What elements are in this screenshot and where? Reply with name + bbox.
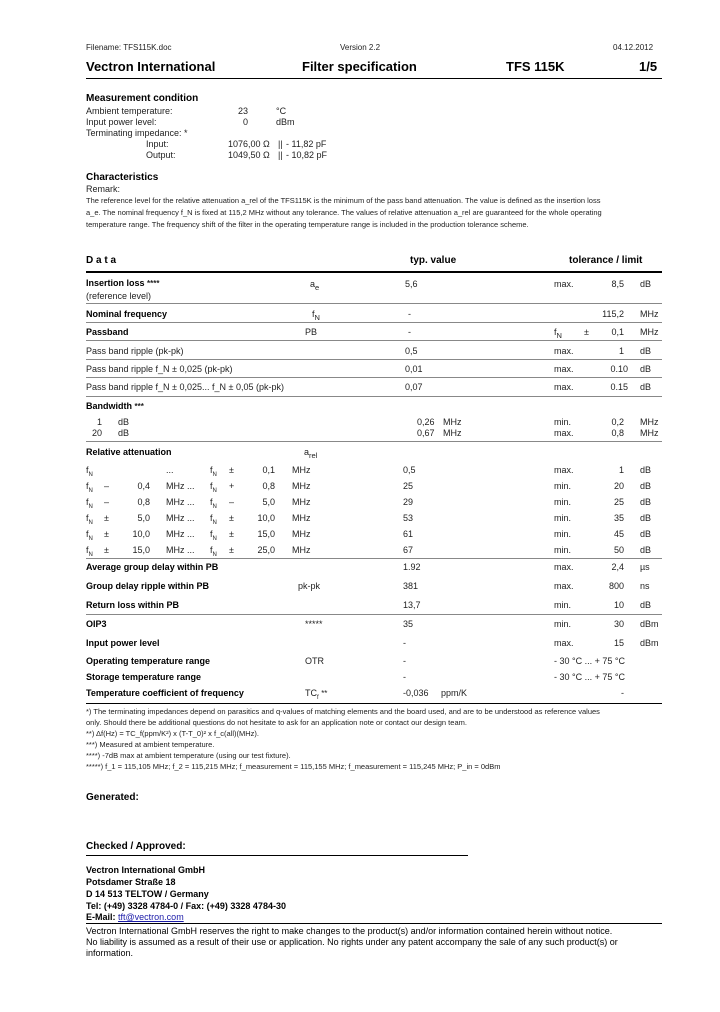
- bandwidth-label: Bandwidth ***: [86, 401, 144, 411]
- version: Version 2.2: [340, 43, 381, 52]
- bw-typ-0: 0,26: [417, 417, 435, 427]
- misc-label: Input power level: [86, 638, 160, 648]
- relatt-u1: MHz ...: [166, 481, 195, 491]
- meas-label-0: Ambient temperature:: [86, 106, 173, 116]
- col-data-header: D a t a: [86, 255, 117, 266]
- bw-lim-1: max.: [554, 428, 574, 438]
- ripple-val-1: 0.10: [610, 364, 628, 374]
- imp-input-cap: - 11,82 pF: [286, 139, 327, 149]
- bw-val-1: 0,8: [611, 428, 624, 438]
- header-rule: [86, 78, 662, 79]
- remark-line-0: The reference level for the relative attenuation a_rel of the TFS115K is the minimum of the pass band attenuation. The value is defined as the insertion loss: [86, 196, 601, 205]
- meas-unit-0: °C: [276, 106, 287, 116]
- ripple-unit-1: dB: [640, 364, 652, 374]
- misc-typ: -: [403, 656, 406, 666]
- imp-input-sep: ||: [278, 139, 283, 149]
- rule: [86, 558, 662, 559]
- footnote-1: only. Should there be additional questions do not hesitate to ask for an application note or contact our design team.: [86, 718, 467, 727]
- imp-output-value: 1049,50 Ω: [228, 150, 270, 160]
- relatt-a: 10,0: [132, 529, 150, 539]
- misc-lim: min.: [554, 619, 572, 629]
- relatt-unit: dB: [640, 481, 652, 491]
- relatt-f2: $f_N$: [210, 513, 217, 526]
- insertion-symbol: $a_e$: [310, 279, 320, 292]
- misc-lim: max.: [554, 581, 574, 591]
- misc-label: Group delay ripple within PB: [86, 581, 210, 591]
- company-name: Vectron International: [86, 59, 216, 74]
- relatt-f2: $f_N$: [210, 529, 217, 542]
- relatt-b: 0,1: [262, 465, 275, 475]
- passband-pm: ±: [584, 327, 589, 337]
- table-bottom-rule: [86, 703, 662, 704]
- relatt-u2: MHz: [292, 545, 311, 555]
- relatt-unit: dB: [640, 513, 652, 523]
- relatt-typ: 67: [403, 545, 414, 555]
- misc-typ: -: [403, 638, 406, 648]
- misc-lim: min.: [554, 600, 572, 610]
- relatt-u2: MHz: [292, 465, 311, 475]
- passband-label: Passband: [86, 327, 129, 337]
- nominal-typ: -: [408, 309, 411, 319]
- relatt-a: 0,4: [137, 481, 150, 491]
- misc-unit: dB: [640, 600, 652, 610]
- remark-label: Remark:: [86, 184, 121, 194]
- remark-line-2: temperature range. The frequency shift of the filter in the operating temperature range is included in the production tolerance scheme.: [86, 220, 529, 229]
- relatt-u2: MHz: [292, 513, 311, 523]
- ripple-lim-2: max.: [554, 382, 574, 392]
- misc-lim: - 30 °C ... + 75 °C: [554, 672, 625, 682]
- misc-val: -: [621, 688, 624, 698]
- relatt-u1: MHz ...: [166, 545, 195, 555]
- rule: [86, 303, 662, 304]
- misc-val: 800: [608, 581, 624, 591]
- characteristics-title: Characteristics: [86, 172, 159, 183]
- relatt-val: 50: [613, 545, 624, 555]
- rule: [86, 441, 662, 442]
- address-line-0: Vectron International GmbH: [86, 865, 206, 875]
- relatt-a: 0,8: [137, 497, 150, 507]
- ripple-lim-1: max.: [554, 364, 574, 374]
- misc-typ: 35: [403, 619, 414, 629]
- misc-symbol: *****: [305, 619, 323, 629]
- bw-db-1: 20: [91, 428, 102, 438]
- part-number: TFS 115K: [506, 59, 565, 74]
- footnote-0: *) The terminating impedances depend on parasitics and q-values of matching elements and the board used, and are to be understood as reference values: [86, 707, 600, 716]
- relatt-op2: +: [229, 481, 235, 491]
- insertion-note: ****: [147, 279, 160, 288]
- relatt-op1: ±: [104, 513, 109, 523]
- nominal-unit: MHz: [640, 309, 659, 319]
- relatt-u2: MHz: [292, 481, 311, 491]
- insertion-val: 8,5: [611, 279, 624, 289]
- relatt-lim: min.: [554, 545, 572, 555]
- insertion-typ: 5,6: [405, 279, 418, 289]
- rule: [86, 322, 662, 323]
- relatt-b: 25,0: [257, 545, 275, 555]
- insertion-label: Insertion loss ****: [86, 278, 160, 288]
- misc-symbol: $TC_f$ **: [305, 688, 328, 701]
- footnote-3: ***) Measured at ambient temperature.: [86, 740, 215, 749]
- email-row: E-Mail: tft@vectron.com: [86, 912, 184, 922]
- relatt-unit: dB: [640, 545, 652, 555]
- bw-db-0: 1: [96, 417, 102, 427]
- meas-label-2: Terminating impedance: *: [86, 128, 188, 138]
- date: 04.12.2012: [613, 43, 654, 52]
- imp-input-value: 1076,00 Ω: [228, 139, 270, 149]
- misc-label: Temperature coefficient of frequency: [86, 688, 244, 698]
- ripple-lim-0: max.: [554, 346, 574, 356]
- misc-typ: -: [403, 672, 406, 682]
- bw-val-0: 0,2: [611, 417, 624, 427]
- rule: [86, 377, 662, 378]
- meas-unit-1: dBm: [276, 117, 295, 127]
- relatt-u2: MHz: [292, 529, 311, 539]
- ripple-label-1: Pass band ripple f_N ± 0,025 (pk-pk): [86, 364, 233, 374]
- relatt-b: 0,8: [262, 481, 275, 491]
- address-line-2: D 14 513 TELTOW / Germany: [86, 889, 209, 899]
- rule: [86, 340, 662, 341]
- relatt-lim: min.: [554, 513, 572, 523]
- ripple-typ-2: 0,07: [405, 382, 423, 392]
- relatt-val: 25: [613, 497, 624, 507]
- relatt-u2: MHz: [292, 497, 311, 507]
- misc-label: OIP3: [86, 619, 107, 629]
- relatt-typ: 25: [403, 481, 414, 491]
- imp-input-label: Input:: [146, 139, 169, 149]
- ripple-typ-1: 0,01: [405, 364, 423, 374]
- relatt-u1: ...: [166, 465, 174, 475]
- passband-symbol: PB: [305, 327, 318, 337]
- misc-val: 2,4: [611, 562, 624, 572]
- relatt-b: 5,0: [262, 497, 275, 507]
- disclaimer-0: Vectron International GmbH reserves the right to make changes to the product(s) and/or information contained herein without notice.: [86, 926, 613, 936]
- relatt-a: 5,0: [137, 513, 150, 523]
- meas-value-1: 0: [243, 117, 249, 127]
- relatt-f1: $f_N$: [86, 465, 93, 478]
- relatt-op2: –: [229, 497, 235, 507]
- ripple-val-2: 0.15: [610, 382, 628, 392]
- misc-typ: 1.92: [403, 562, 421, 572]
- relatt-val: 1: [618, 465, 624, 475]
- misc-unit: µs: [640, 562, 650, 572]
- relatt-unit: dB: [640, 529, 652, 539]
- relatt-symbol: $a_{rel}$: [304, 447, 318, 460]
- footnote-5: *****) f_1 = 115,105 MHz; f_2 = 115,215 MHz; f_measurement = 115,155 MHz; f_measurement = 115,245 MHz; P_in = 0dBm: [86, 762, 501, 771]
- misc-label: Average group delay within PB: [86, 562, 219, 572]
- misc-lim: max.: [554, 638, 574, 648]
- misc-symbol: pk-pk: [298, 581, 321, 591]
- relatt-f2: $f_N$: [210, 481, 217, 494]
- remark-line-1: a_e. The nominal frequency f_N is fixed at 115,2 MHz without any tolerance. The values of relative attenuation a_rel are guaranteed for the whole operating: [86, 208, 602, 217]
- relatt-label: Relative attenuation: [86, 447, 172, 457]
- passband-typ: -: [408, 327, 411, 337]
- passband-lim: $f_N$: [554, 327, 562, 340]
- relatt-u1: MHz ...: [166, 513, 195, 523]
- misc-typ: 381: [403, 581, 419, 591]
- relatt-lim: max.: [554, 465, 574, 475]
- ripple-typ-0: 0,5: [405, 346, 418, 356]
- filename: Filename: TFS115K.doc: [86, 43, 172, 52]
- misc-label: Storage temperature range: [86, 672, 202, 682]
- bw-unit-0: MHz: [640, 417, 659, 427]
- generated-label: Generated:: [86, 792, 139, 803]
- signature-rule: [86, 855, 468, 856]
- relatt-op1: ±: [104, 545, 109, 555]
- misc-typ-unit: ppm/K: [441, 688, 468, 698]
- relatt-b: 10,0: [257, 513, 275, 523]
- relatt-op2: ±: [229, 545, 234, 555]
- relatt-f2: $f_N$: [210, 465, 217, 478]
- passband-unit: MHz: [640, 327, 659, 337]
- rule: [86, 359, 662, 360]
- email-link[interactable]: tft@vectron.com: [118, 912, 184, 922]
- insertion-unit: dB: [640, 279, 652, 289]
- misc-val: 30: [613, 619, 624, 629]
- ripple-val-0: 1: [618, 346, 624, 356]
- misc-unit: ns: [640, 581, 650, 591]
- relatt-typ: 29: [403, 497, 414, 507]
- imp-output-label: Output:: [146, 150, 176, 160]
- nominal-symbol: $f_N$: [312, 309, 320, 322]
- insertion-sub: (reference level): [86, 291, 152, 301]
- passband-val: 0,1: [611, 327, 624, 337]
- relatt-val: 20: [613, 481, 624, 491]
- relatt-u1: MHz ...: [166, 529, 195, 539]
- relatt-lim: min.: [554, 481, 572, 491]
- bw-dbu-1: dB: [118, 428, 130, 438]
- relatt-f1: $f_N$: [86, 481, 93, 494]
- ripple-label-0: Pass band ripple (pk-pk): [86, 346, 184, 356]
- relatt-b: 15,0: [257, 529, 275, 539]
- rule: [86, 396, 662, 397]
- relatt-f1: $f_N$: [86, 529, 93, 542]
- checked-label: Checked / Approved:: [86, 841, 186, 852]
- address-line-3: Tel: (+49) 3328 4784-0 / Fax: (+49) 3328 4784-30: [86, 901, 286, 911]
- relatt-f2: $f_N$: [210, 545, 217, 558]
- relatt-lim: min.: [554, 529, 572, 539]
- misc-unit: dBm: [640, 638, 659, 648]
- imp-output-sep: ||: [278, 150, 283, 160]
- misc-label: Operating temperature range: [86, 656, 211, 666]
- misc-typ: -0,036: [403, 688, 429, 698]
- relatt-op1: ±: [104, 529, 109, 539]
- misc-symbol: OTR: [305, 656, 324, 666]
- col-typ-header: typ. value: [410, 255, 457, 266]
- meas-value-0: 23: [238, 106, 249, 116]
- relatt-unit: dB: [640, 497, 652, 507]
- col-tol-header: tolerance / limit: [569, 255, 643, 266]
- disclaimer-rule: [86, 923, 662, 924]
- ripple-unit-0: dB: [640, 346, 652, 356]
- misc-val: 10: [613, 600, 624, 610]
- meas-label-1: Input power level:: [86, 117, 157, 127]
- relatt-op2: ±: [229, 465, 234, 475]
- relatt-val: 35: [613, 513, 624, 523]
- table-header-rule: [86, 271, 662, 273]
- document-title: Filter specification: [302, 59, 417, 74]
- relatt-op1: –: [104, 497, 110, 507]
- bw-typu-1: MHz: [443, 428, 462, 438]
- bw-typu-0: MHz: [443, 417, 462, 427]
- nominal-label: Nominal frequency: [86, 309, 168, 319]
- relatt-typ: 53: [403, 513, 414, 523]
- disclaimer-2: information.: [86, 948, 134, 958]
- relatt-op2: ±: [229, 513, 234, 523]
- relatt-a: 15,0: [132, 545, 150, 555]
- bw-unit-1: MHz: [640, 428, 659, 438]
- misc-label: Return loss within PB: [86, 600, 180, 610]
- relatt-f1: $f_N$: [86, 545, 93, 558]
- bw-lim-0: min.: [554, 417, 572, 427]
- relatt-lim: min.: [554, 497, 572, 507]
- relatt-u1: MHz ...: [166, 497, 195, 507]
- bw-dbu-0: dB: [118, 417, 130, 427]
- address-line-1: Potsdamer Straße 18: [86, 877, 176, 887]
- nominal-val: 115,2: [602, 309, 624, 319]
- misc-typ: 13,7: [403, 600, 421, 610]
- measurement-title: Measurement condition: [86, 93, 199, 104]
- insertion-lim: max.: [554, 279, 574, 289]
- footnote-2: **) Δf(Hz) = TC_f(ppm/K²) x (T-T_0)² x f_c(all)(MHz).: [86, 729, 260, 738]
- imp-output-cap: - 10,82 pF: [286, 150, 328, 160]
- bw-typ-1: 0,67: [417, 428, 435, 438]
- misc-val: 15: [613, 638, 624, 648]
- relatt-f1: $f_N$: [86, 497, 93, 510]
- rule: [86, 614, 662, 615]
- relatt-op1: –: [104, 481, 110, 491]
- relatt-op2: ±: [229, 529, 234, 539]
- page-number: 1/5: [639, 59, 658, 74]
- relatt-f2: $f_N$: [210, 497, 217, 510]
- footnote-4: ****) -7dB max at ambient temperature (using our test fixture).: [86, 751, 291, 760]
- relatt-val: 45: [613, 529, 624, 539]
- ripple-unit-2: dB: [640, 382, 652, 392]
- relatt-typ: 0,5: [403, 465, 416, 475]
- misc-unit: dBm: [640, 619, 659, 629]
- relatt-f1: $f_N$: [86, 513, 93, 526]
- ripple-label-2: Pass band ripple f_N ± 0,025... f_N ± 0,05 (pk-pk): [86, 382, 284, 392]
- misc-lim: - 30 °C ... + 75 °C: [554, 656, 625, 666]
- disclaimer-1: No liability is assumed as a result of their use or application. No rights under any patent accompany the sale of any such product(s) or: [86, 937, 618, 947]
- misc-lim: max.: [554, 562, 574, 572]
- relatt-unit: dB: [640, 465, 652, 475]
- relatt-typ: 61: [403, 529, 414, 539]
